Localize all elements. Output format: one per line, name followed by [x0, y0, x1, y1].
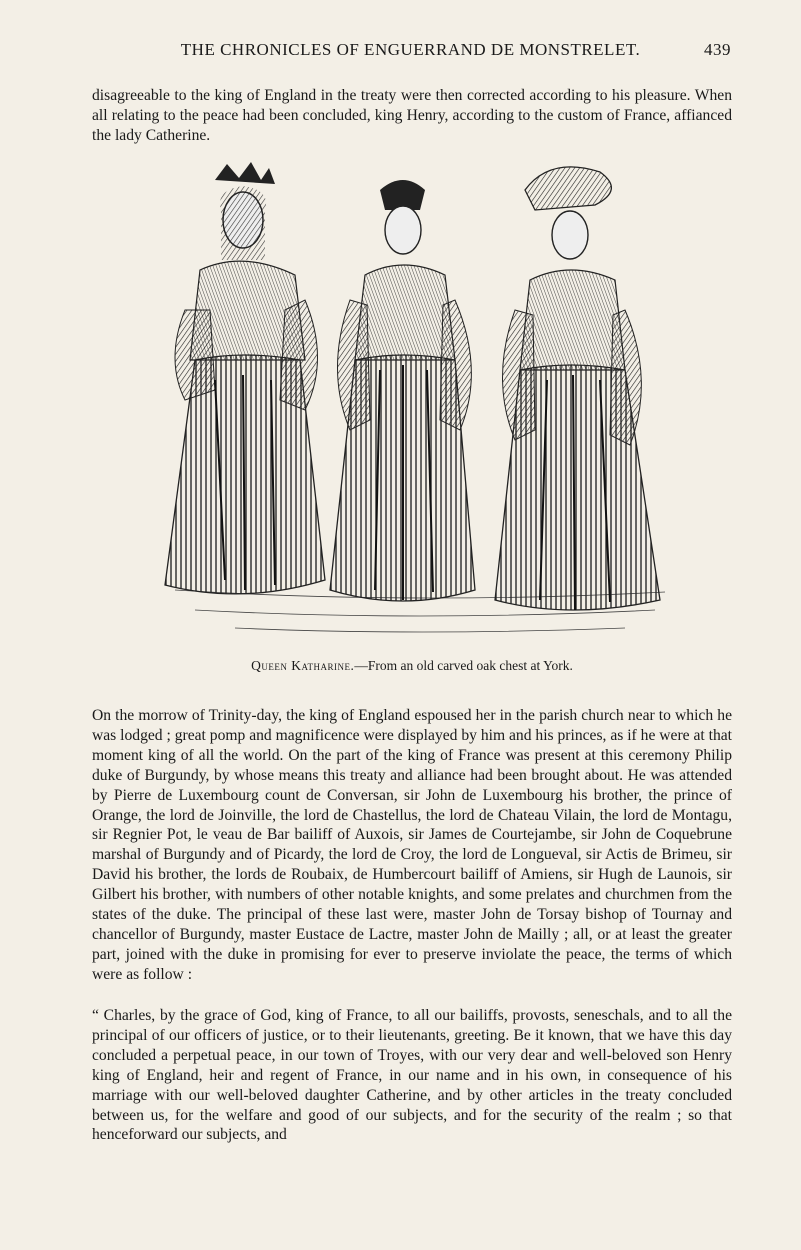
running-head [90, 40, 731, 66]
page-number: 439 [704, 40, 731, 59]
paragraph-2: On the morrow of Trinity-day, the king of England espoused her in the parish church near to which he was lodged ; great pomp and magnificence were displayed by him and his princes, as if he were at that moment king of all the world. On the part of the king of France was present at this ceremony Philip duke of Burgundy, by whose means this treaty and alliance had been brought about. He was attended by Pierre de Luxembourg count de Conversan, sir John de Luxembourg his brother, the prince of Orange, the lord de Joinville, the lord de Chastellus, the lord de Chateau Vilain, the lord de Montagu, sir Regnier Pot, le veau de Bar bailiff of Auxois, sir James de Courtejambe, sir John de Coquebrune marshal of Burgundy and of Picardy, the lord de Croy, the lord de Longueval, sir Actis de Brimeu, sir David his brother, the lords de Roubaix, de Humbercourt bailiff of Amiens, sir Hugh de Launois, sir Gilbert his brother, with numbers of other notable knights, and some prelates and churchmen from the states of the duke. The principal of these last were, master John de Torsay bishop of Tournay and chancellor of Burgundy, master Eustace de Lactre, master John de Mailly ; all, or at least the greater part, joined with the duke in promising for ever to preserve inviolate the peace, the terms of which were as follow : [92, 707, 732, 983]
engraving-illustration [155, 160, 675, 650]
running-title: THE CHRONICLES OF ENGUERRAND DE MONSTRELET. [180, 40, 641, 59]
caption-name: Queen Katharine. [251, 658, 355, 673]
caption-text: —From an old carved oak chest at York. [354, 658, 573, 673]
paragraph-3: “ Charles, by the grace of God, king of France, to all our bailiffs, provosts, seneschals, and to all the principal of our officers of justice, or to their lieutenants, greeting. Be it known, that we have this day concluded a perpetual peace, in our town of Troyes, with our very dear and well-beloved son Henry king of England, heir and regent of France, in our name and in his own, in consequence of his marriage with our well-beloved daughter Catherine, and by other articles in the treaty concluded between us, for the welfare and good of our subjects, and for the security of the realm ; so that henceforward our subjects, and [92, 1007, 732, 1144]
paragraph-1: disagreeable to the king of England in the treaty were then corrected according to his pleasure. When all relating to the peace had been concluded, king Henry, according to the custom of France, affianced the lady Catherine. [92, 87, 732, 144]
figure-caption [92, 658, 732, 674]
